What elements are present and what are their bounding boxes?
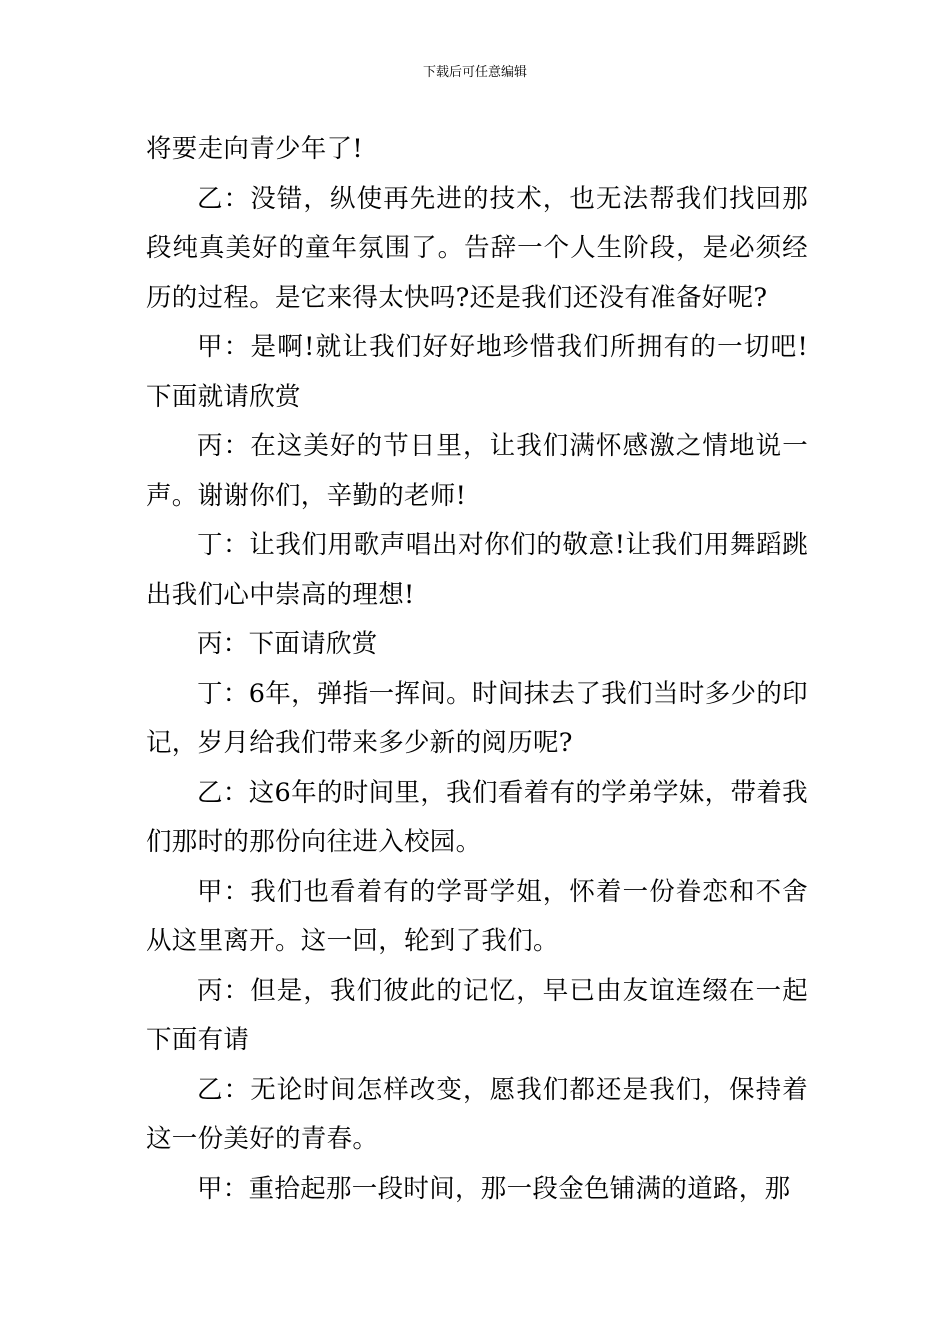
paragraph: 丁：让我们用歌声唱出对你们的敬意!让我们用舞蹈跳出我们心中崇高的理想! xyxy=(146,530,808,610)
page-header: 下载后可任意编辑 xyxy=(422,65,527,80)
paragraph: 甲：重拾起那一段时间，那一段金色铺满的道路，那 xyxy=(197,1173,791,1204)
paragraph: 乙：这6年的时间里，我们看着有的学弟学妹，带着我们那时的那份向往进入校园。 xyxy=(146,777,808,857)
document-body xyxy=(146,125,808,1214)
paragraph: 丙：下面请欣赏 xyxy=(197,629,378,659)
paragraph: 乙：没错，纵使再先进的技术，也无法帮我们找回那段纯真美好的童年氛围了。告辞一个人生阶段，是必须经历的过程。是它来得太快吗?还是我们还没有准备好呢? xyxy=(146,183,808,313)
paragraph: 甲：是啊!就让我们好好地珍惜我们所拥有的一切吧!下面就请欣赏 xyxy=(146,332,808,412)
paragraph: 丙：但是，我们彼此的记忆，早已由友谊连缀在一起下面有请 xyxy=(146,975,808,1055)
paragraph-continued: 将要走向青少年了! xyxy=(146,134,363,164)
paragraph: 甲：我们也看着有的学哥学姐，怀着一份眷恋和不舍从这里离开。这一回，轮到了我们。 xyxy=(146,876,808,956)
paragraph: 乙：无论时间怎样改变，愿我们都还是我们，保持着这一份美好的青春。 xyxy=(146,1074,808,1154)
paragraph: 丙：在这美好的节日里，让我们满怀感激之情地说一声。谢谢你们，辛勤的老师! xyxy=(146,431,808,511)
paragraph: 丁：6年，弹指一挥间。时间抹去了我们当时多少的印记，岁月给我们带来多少新的阅历呢? xyxy=(146,678,808,758)
